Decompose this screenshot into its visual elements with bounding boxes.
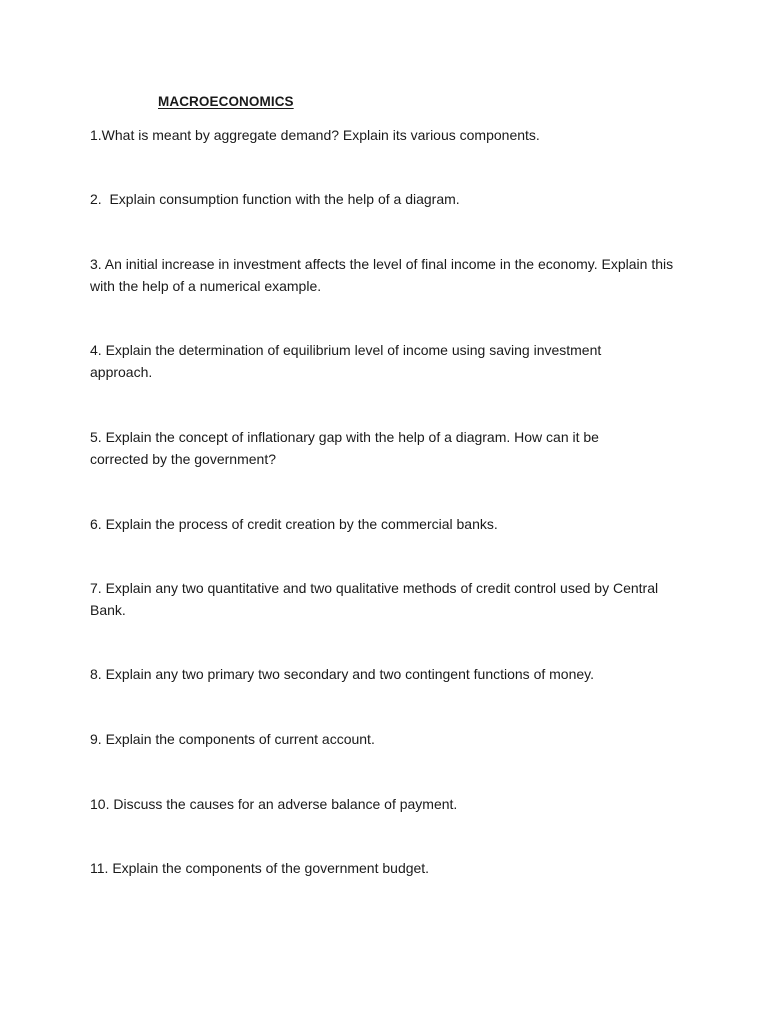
question-5: 5. Explain the concept of inflationary gap with the help of a diagram. How can it be corrected by the government? — [90, 429, 599, 467]
question-8: 8. Explain any two primary two secondary and two contingent functions of money. — [90, 666, 595, 682]
question-2: 2. Explain consumption function with the help of a diagram. — [90, 191, 460, 207]
question-10: 10. Discuss the causes for an adverse balance of payment. — [90, 796, 458, 812]
page-title: MACROECONOMICS — [158, 94, 294, 109]
question-3: 3. An initial increase in investment affects the level of final income in the economy. Explain this with the help of a numerical example. — [90, 256, 674, 294]
question-4: 4. Explain the determination of equilibrium level of income using saving investment approach. — [90, 342, 602, 380]
question-9: 9. Explain the components of current account. — [90, 731, 375, 747]
question-1: 1.What is meant by aggregate demand? Explain its various components. — [90, 127, 540, 143]
question-7: 7. Explain any two quantitative and two qualitative methods of credit control used by Central Bank. — [90, 580, 659, 618]
question-6: 6. Explain the process of credit creation by the commercial banks. — [90, 516, 498, 532]
question-11: 11. Explain the components of the government budget. — [90, 860, 430, 876]
